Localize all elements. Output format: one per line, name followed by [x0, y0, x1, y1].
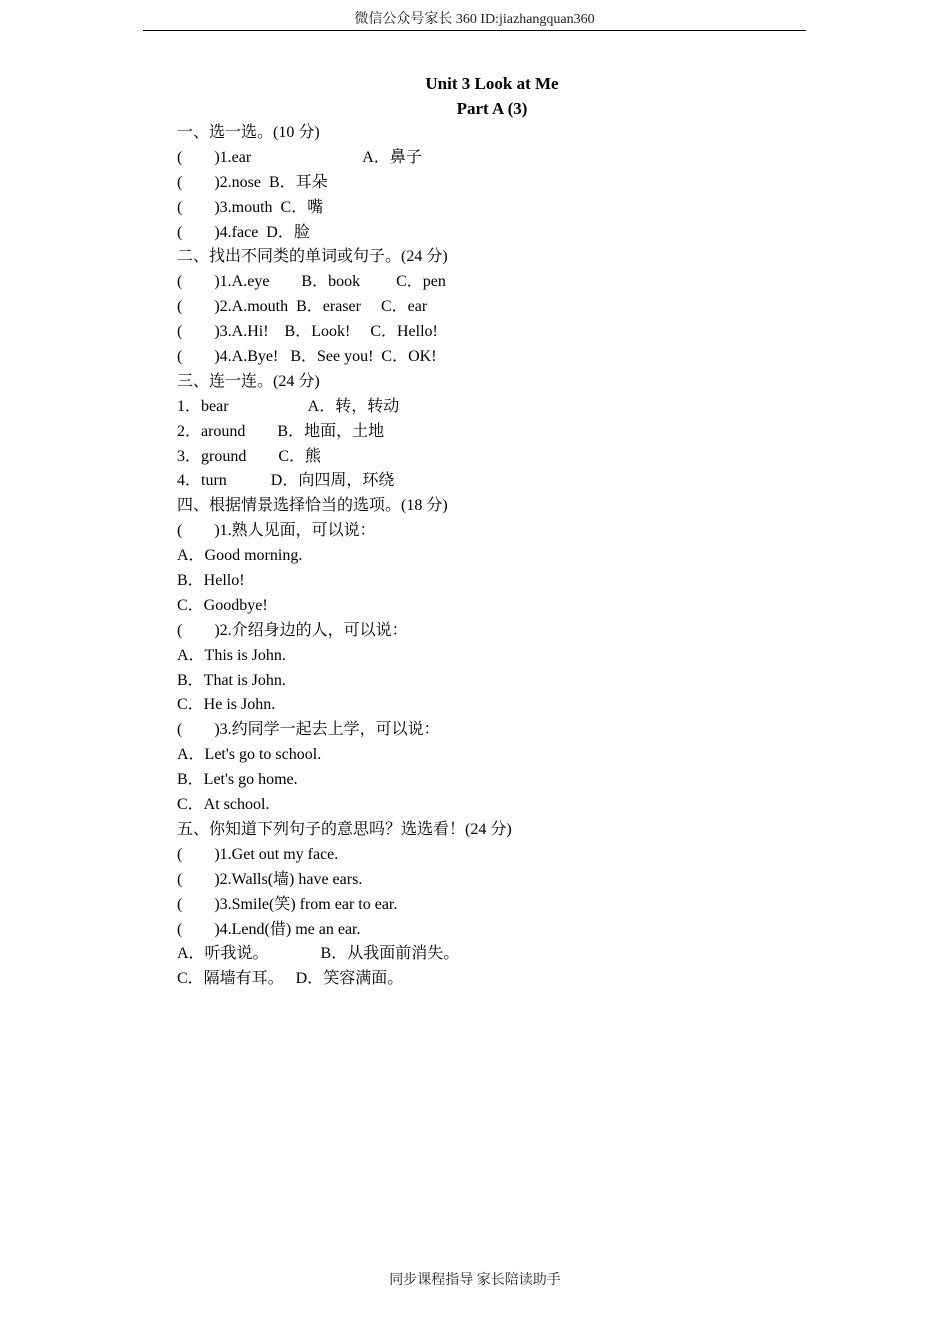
worksheet-line: 三、连一连。(24 分): [177, 372, 320, 390]
worksheet-line: ( )3.mouth C．嘴: [177, 198, 324, 216]
worksheet-line: ( )4.A.Bye! B．See you! C．OK!: [177, 348, 437, 366]
worksheet-line: ( )1.Get out my face.: [177, 845, 339, 863]
part-subtitle: Part A (3): [456, 99, 528, 118]
worksheet-body: [177, 121, 817, 992]
worksheet-line: C．At school.: [177, 796, 270, 814]
worksheet-line: ( )3.约同学一起去上学，可以说：: [177, 721, 440, 739]
page-footer: 同步课程指导 家长陪读助手: [389, 1273, 561, 1288]
worksheet-line: ( )2.A.mouth B．eraser C．ear: [177, 298, 428, 316]
worksheet-line: 四、根据情景选择恰当的选项。(18 分): [177, 497, 448, 515]
worksheet-line: ( )4.face D．脸: [177, 223, 310, 241]
worksheet-line: B．Hello!: [177, 572, 245, 590]
worksheet-line: ( )2.nose B．耳朵: [177, 173, 328, 191]
worksheet-line: ( )1.ear A．鼻子: [177, 148, 422, 166]
worksheet-line: 1．bear A．转，转动: [177, 397, 400, 415]
worksheet-line: B．That is John.: [177, 671, 286, 689]
worksheet-line: A．This is John.: [177, 646, 286, 664]
worksheet-line: ( )4.Lend(借) me an ear.: [177, 920, 361, 938]
worksheet-line: A．听我说。 B．从我面前消失。: [177, 945, 460, 963]
worksheet-line: ( )1.熟人见面，可以说：: [177, 522, 376, 540]
worksheet-line: ( )3.Smile(笑) from ear to ear.: [177, 895, 398, 913]
worksheet-line: C．隔墙有耳。 D．笑容满面。: [177, 970, 404, 988]
worksheet-line: C．Goodbye!: [177, 596, 268, 614]
worksheet-line: ( )2.Walls(墙) have ears.: [177, 870, 363, 888]
worksheet-line: 二、找出不同类的单词或句子。(24 分): [177, 248, 448, 266]
worksheet-line: C．He is John.: [177, 696, 276, 714]
worksheet-line: B．Let's go home.: [177, 771, 298, 789]
worksheet-line: ( )1.A.eye B．book C．pen: [177, 273, 446, 291]
header-divider: [143, 30, 806, 31]
unit-title: Unit 3 Look at Me: [425, 74, 559, 93]
worksheet-line: ( )3.A.Hi! B．Look! C．Hello!: [177, 323, 438, 341]
worksheet-line: 3．ground C．熊: [177, 447, 322, 465]
worksheet-line: 4．turn D．向四周，环绕: [177, 472, 395, 490]
worksheet-line: 一、选一选。(10 分): [177, 124, 320, 141]
worksheet-line: A．Let's go to school.: [177, 746, 322, 764]
worksheet-line: ( )2.介绍身边的人，可以说：: [177, 621, 408, 639]
worksheet-line: 2．around B．地面，土地: [177, 422, 385, 440]
worksheet-line: A．Good morning.: [177, 547, 303, 565]
worksheet-line: 五、你知道下列句子的意思吗？选选看！(24 分): [177, 820, 512, 838]
page-header: 微信公众号家长 360 ID:jiazhangquan360: [354, 12, 595, 27]
